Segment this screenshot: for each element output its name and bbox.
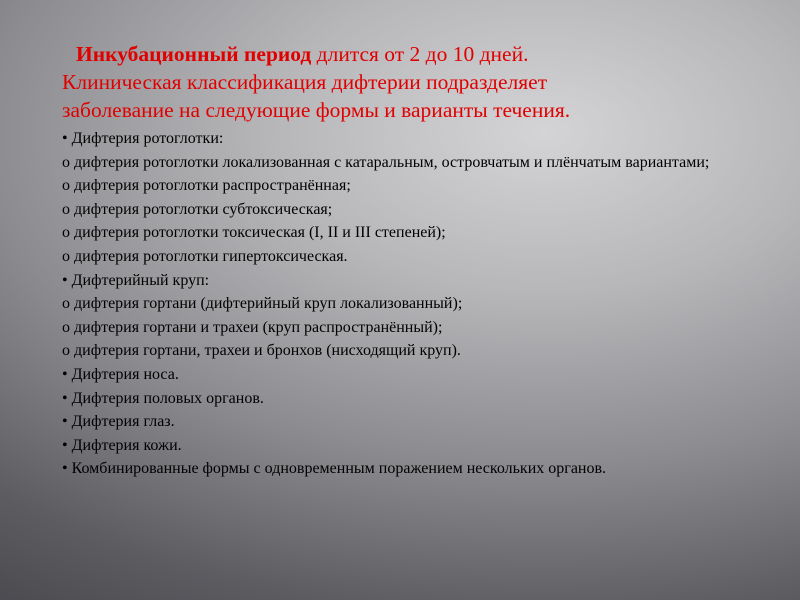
intro-line-1: длится от 2 до 10 дней. bbox=[311, 42, 529, 66]
list-item: • Дифтерийный круп: bbox=[62, 271, 210, 289]
classification-list bbox=[62, 127, 722, 481]
list-item: • Дифтерия носа. bbox=[62, 365, 179, 383]
list-item: о дифтерия ротоглотки токсическая (I, II и III степеней); bbox=[62, 224, 446, 242]
list-item: • Дифтерия кожи. bbox=[62, 436, 182, 454]
list-item: о дифтерия гортани (дифтерийный круп локализованный); bbox=[62, 295, 463, 313]
list-item: о дифтерия ротоглотки локализованная с катаральным, островчатым и плёнчатым вариантами; bbox=[62, 153, 710, 171]
list-item: • Дифтерия половых органов. bbox=[62, 389, 264, 407]
list-item: о дифтерия гортани и трахеи (круп распространённый); bbox=[62, 318, 443, 336]
intro-line-3: заболевание на следующие формы и варианты течения. bbox=[62, 98, 571, 122]
list-item: о дифтерия гортани, трахеи и бронхов (нисходящий круп). bbox=[62, 342, 461, 360]
list-item: о дифтерия ротоглотки гипертоксическая. bbox=[62, 247, 348, 265]
intro-bold-term: Инкубационный период bbox=[76, 42, 312, 66]
intro-paragraph bbox=[62, 40, 722, 124]
list-item: • Комбинированные формы с одновременным поражением нескольких органов. bbox=[62, 460, 607, 478]
list-item: • Дифтерия глаз. bbox=[62, 413, 175, 431]
list-item: • Дифтерия ротоглотки: bbox=[62, 130, 224, 147]
list-item: о дифтерия ротоглотки распространённая; bbox=[62, 177, 351, 195]
intro-line-2: Клиническая классификация дифтерии подразделяет bbox=[62, 70, 548, 94]
list-item: о дифтерия ротоглотки субтоксическая; bbox=[62, 200, 333, 218]
slide-content bbox=[62, 40, 722, 481]
